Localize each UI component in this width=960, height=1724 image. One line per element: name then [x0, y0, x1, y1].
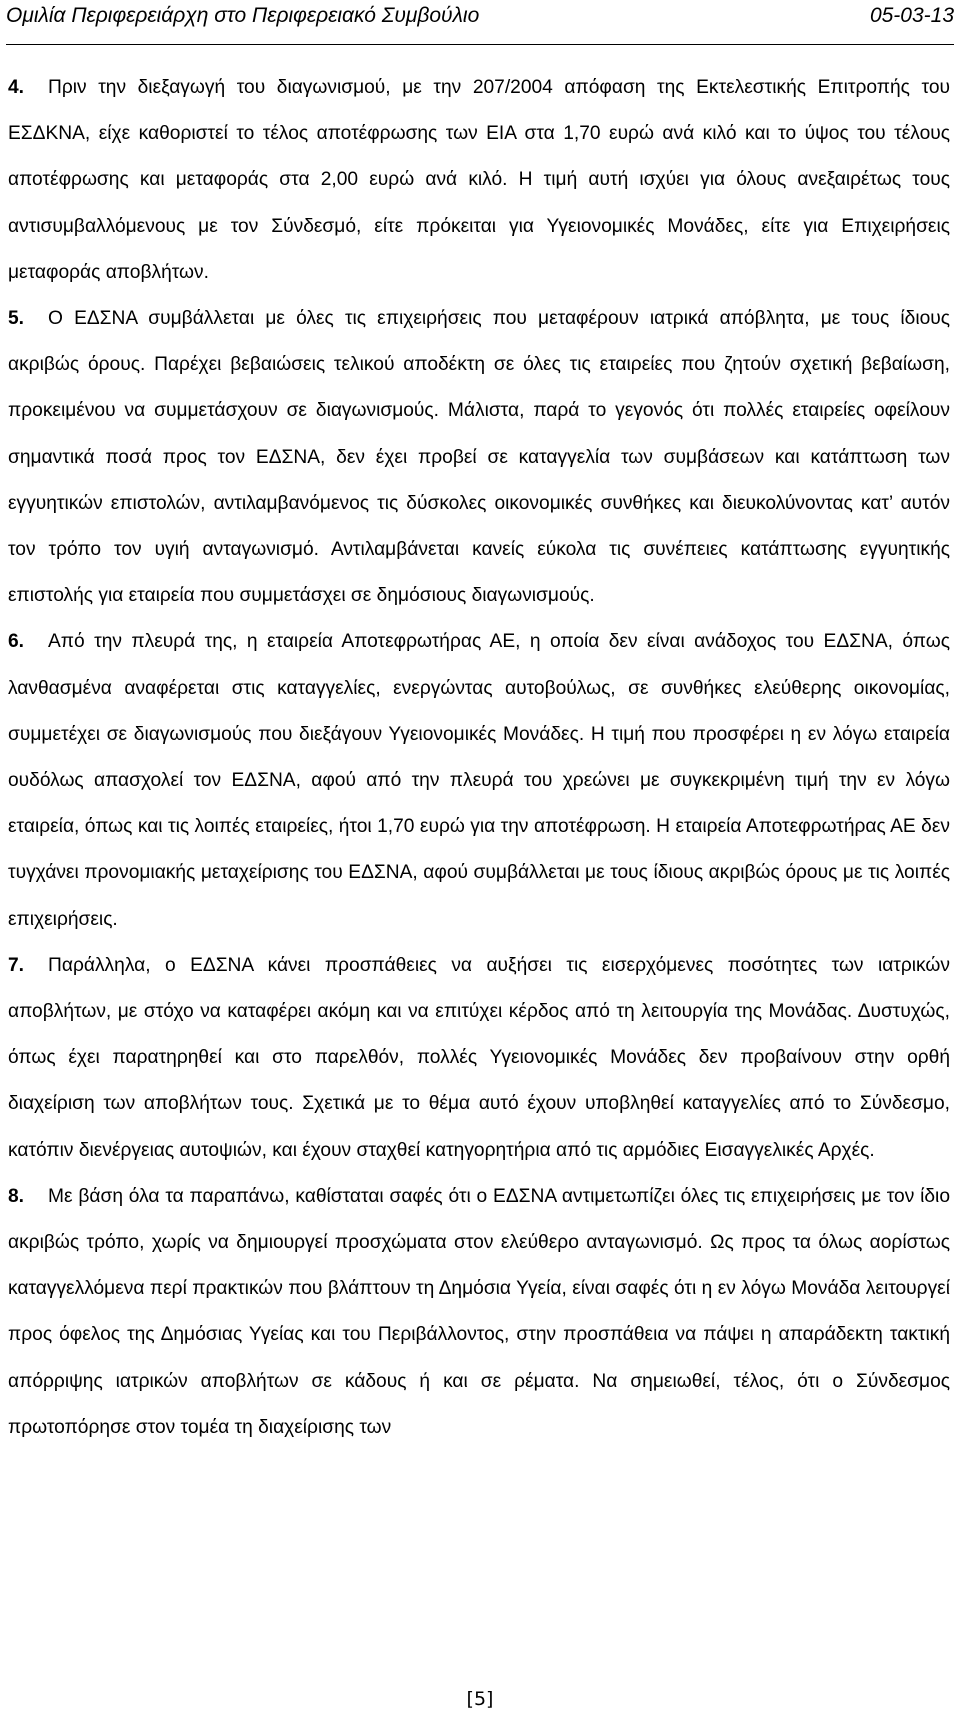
document-body — [8, 65, 950, 1451]
paragraph-number: 4. — [8, 77, 25, 98]
paragraph-number: 7. — [8, 954, 25, 976]
paragraph-number: 5. — [8, 308, 25, 330]
paragraph-7 — [8, 943, 950, 1174]
paragraph-text: Παράλληλα, ο ΕΔΣΝΑ κάνει προσπάθειες να αυξήσει τις εισερχόμενες ποσότητες των ιατρικών αποβλήτων, με στόχο να καταφέρει ακόμη και να επιτύχει κέρδος από τη λειτουργία της Μονάδας. Δυστυχώς, όπως έχει παρατηρηθεί και στο παρελθόν, πολλές Υγειονομικές Μονάδες δεν προβαίνουν στην ορθή διαχείριση των αποβλήτων τους. Σχετικά με το θέμα αυτό έχουν υποβληθεί καταγγελίες από το Σύνδεσμο, κατόπιν διενέργειας αυτοψιών, και έχουν σταχθεί κατηγορητήρια από τις αρμόδιες Εισαγγελικές Αρχές. — [8, 954, 950, 1161]
paragraph-6 — [8, 619, 950, 942]
paragraph-5 — [8, 296, 950, 619]
page-number: [5] — [466, 1688, 494, 1710]
paragraph-text: Από την πλευρά της, η εταιρεία Αποτεφρωτήρας ΑΕ, η οποία δεν είναι ανάδοχος του ΕΔΣΝΑ, όπως λανθασμένα αναφέρεται στις καταγγελίες, ενεργώντας αυτοβούλως, σε συνθήκες ελεύθερης οικονομίας, συμμετέχει σε διαγωνισμούς που διεξάγουν Υγειονομικές Μονάδες. Η τιμή που προσφέρει η εν λόγω εταιρεία ουδόλως απασχολεί τον ΕΔΣΝΑ, αφού από την πλευρά του χρεώνει με συγκεκριμένη τιμή την εν λόγω εταιρεία, όπως και τις λοιπές εταιρείες, ήτοι 1,70 ευρώ για την αποτέφρωση. Η εταιρεία Αποτεφρωτήρας ΑΕ δεν τυγχάνει προνομιακής μεταχείρισης του ΕΔΣΝΑ, αφού συμβάλλεται με τους ίδιους ακριβώς όρους με τις λοιπές επιχειρήσεις. — [8, 631, 950, 930]
paragraph-number: 8. — [8, 1185, 25, 1207]
page-footer — [0, 1688, 960, 1710]
paragraph-text: Με βάση όλα τα παραπάνω, καθίσταται σαφές ότι ο ΕΔΣΝΑ αντιμετωπίζει όλες τις επιχειρήσεις με τον ίδιο ακριβώς τρόπο, χωρίς να δημιουργεί προσχώματα στον ελεύθερο ανταγωνισμό. Ως προς τα όλως αορίστως καταγγελλόμενα περί πρακτικών που βλάπτουν τη Δημόσια Υγεία, είναι σαφές ότι η εν λόγω Μονάδα λειτουργεί προς όφελος της Δημόσιας Υγείας και του Περιβάλλοντος, στην προσπάθεια να πάψει η απαράδεκτη τακτική απόρριψης ιατρικών αποβλήτων σε κάδους ή και σε ρέματα. Να σημειωθεί, τέλος, ότι ο Σύνδεσμος πρωτοπόρησε στον τομέα τη διαχείρισης των — [8, 1185, 950, 1438]
header-title: Ομιλία Περιφερειάρχη στο Περιφερειακό Συμβούλιο — [6, 4, 480, 27]
paragraph-8 — [8, 1174, 950, 1451]
paragraph-text: Πριν την διεξαγωγή του διαγωνισμού, με την 207/2004 απόφαση της Εκτελεστικής Επιτροπής του ΕΣΔΚΝΑ, είχε καθοριστεί το τέλος αποτέφρωσης των ΕΙΑ στα 1,70 ευρώ ανά κιλό και το ύψος του τέλους αποτέφρωσης και μεταφοράς στα 2,00 ευρώ ανά κιλό. Η τιμή αυτή ισχύει για όλους ανεξαιρέτως τους αντισυμβαλλόμενους με τον Σύνδεσμό, είτε πρόκειται για Υγειονομικές Μονάδες, είτε για Επιχειρήσεις μεταφοράς αποβλήτων. — [8, 77, 950, 283]
page-header — [6, 0, 954, 45]
paragraph-4 — [8, 65, 950, 296]
paragraph-text: Ο ΕΔΣΝΑ συμβάλλεται με όλες τις επιχειρήσεις που μεταφέρουν ιατρικά απόβλητα, με τους ίδιους ακριβώς όρους. Παρέχει βεβαιώσεις τελικού αποδέκτη σε όλες τις εταιρείες που ζητούν σχετική βεβαίωση, προκειμένου να συμμετάσχουν σε διαγωνισμούς. Μάλιστα, παρά το γεγονός ότι πολλές εταιρείες οφείλουν σημαντικά ποσά προς τον ΕΔΣΝΑ, δεν έχει προβεί σε καταγγελία των συμβάσεων και κατάπτωση των εγγυητικών επιστολών, αντιλαμβανόμενος τις δύσκολες οικονομικές συνθήκες και διευκολύνοντας κατ’ αυτόν τον τρόπο τον υγιή ανταγωνισμό. Αντιλαμβάνεται κανείς εύκολα τις συνέπειες κατάπτωσης εγγυητικής επιστολής για εταιρεία που συμμετάσχει σε δημόσιους διαγωνισμούς. — [8, 308, 950, 607]
paragraph-number: 6. — [8, 631, 25, 653]
header-date: 05-03-13 — [869, 4, 954, 27]
